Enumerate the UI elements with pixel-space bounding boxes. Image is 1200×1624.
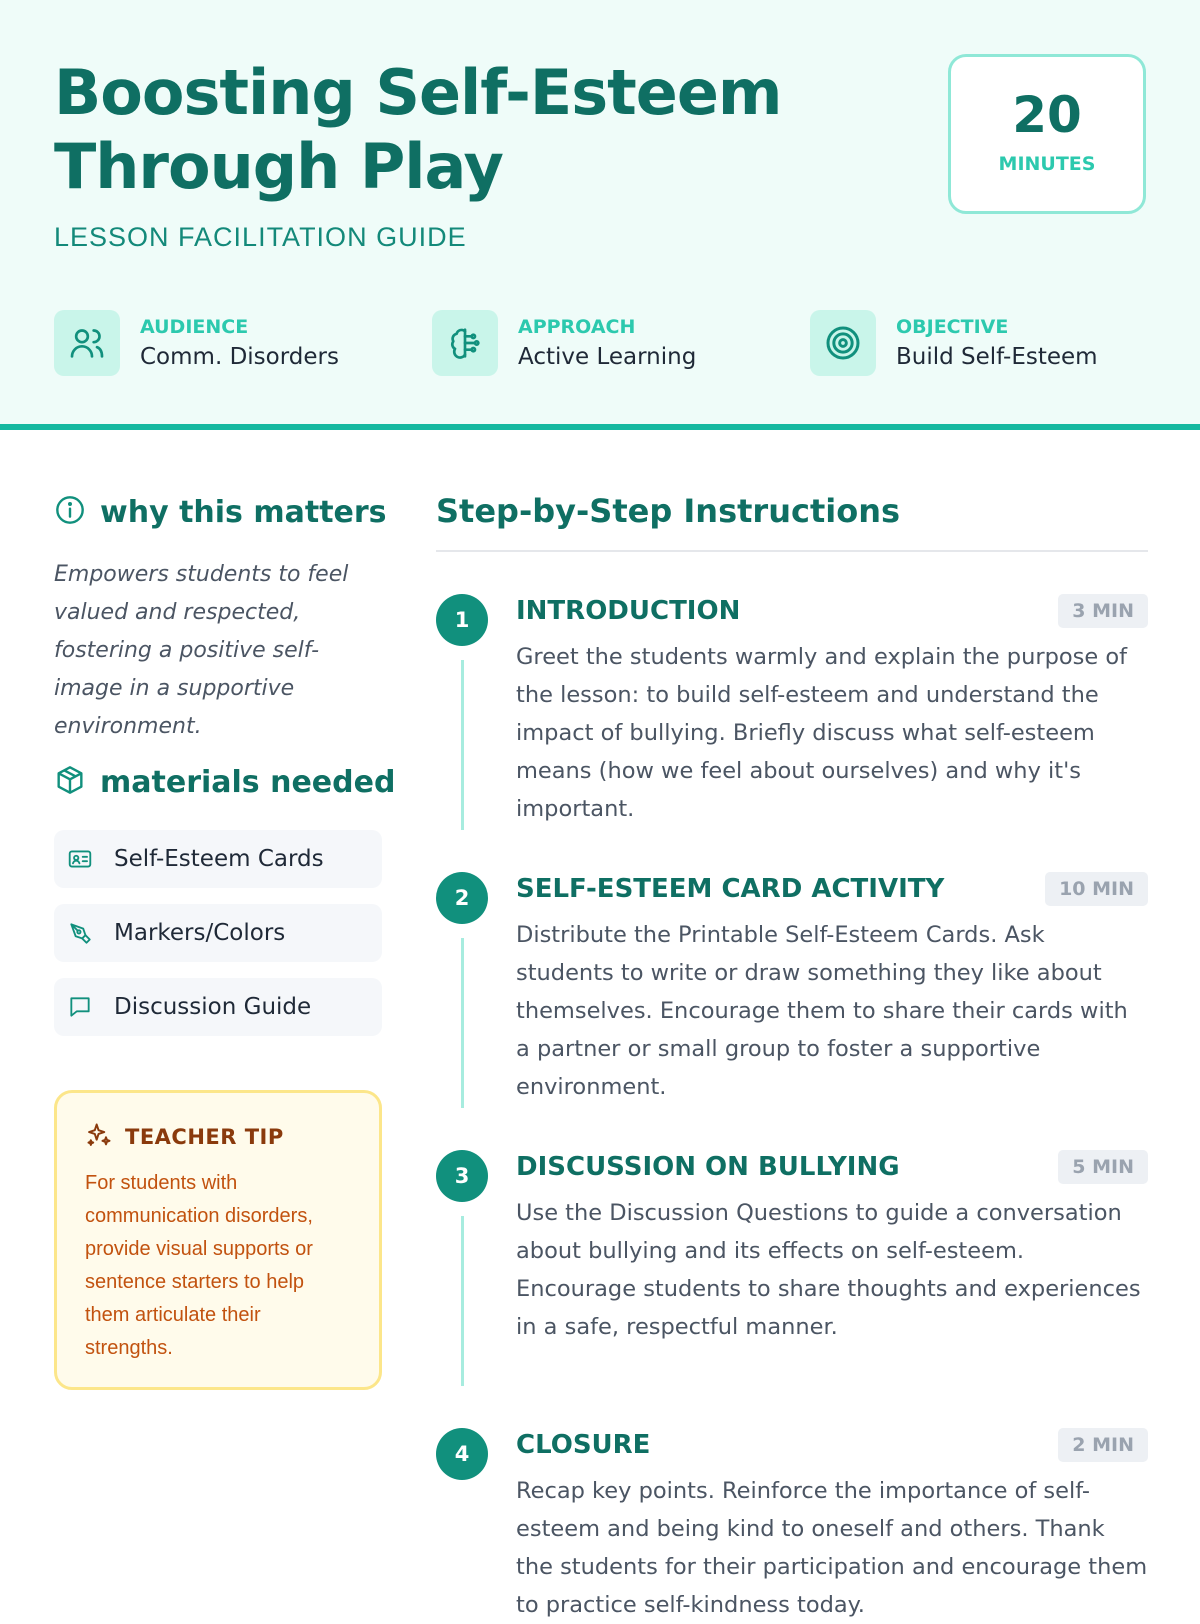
materials-heading — [54, 764, 395, 800]
step-duration-badge: 5 MIN — [1058, 1150, 1148, 1184]
pen-tool-icon — [66, 919, 94, 947]
materials-list — [54, 830, 382, 1052]
step-text: Use the Discussion Questions to guide a conversation about bullying and its effects on self-esteem. Encourage students to share thoughts and experiences in a safe, respectful manner. — [516, 1200, 1141, 1340]
step-title: DISCUSSION ON BULLYING — [516, 1152, 900, 1182]
why-text: Empowers students to feel valued and respected, fostering a positive self-image in a supportive environment. — [54, 562, 349, 739]
duration-unit: MINUTES — [998, 153, 1096, 175]
timeline-connector — [461, 660, 464, 830]
steps-heading: Step-by-Step Instructions — [436, 492, 901, 530]
material-item — [54, 978, 382, 1036]
step-title: INTRODUCTION — [516, 596, 741, 626]
divider — [436, 550, 1148, 552]
tip-title: TEACHER TIP — [125, 1125, 284, 1149]
step-duration-badge: 3 MIN — [1058, 594, 1148, 628]
timeline-connector — [461, 1216, 464, 1386]
step-text: Distribute the Printable Self-Esteem Cards. Ask students to write or draw something they like about themselves. Encourage them to share their cards with a partner or small group to foster a supportive environment. — [516, 922, 1128, 1100]
step-title: SELF-ESTEEM CARD ACTIVITY — [516, 874, 945, 904]
meta-label: OBJECTIVE — [896, 316, 1009, 338]
material-label: Markers/Colors — [114, 920, 286, 946]
tip-header — [85, 1121, 353, 1153]
step-number: 2 — [436, 872, 488, 924]
why-heading — [54, 494, 387, 530]
step-number: 1 — [436, 594, 488, 646]
message-square-icon — [66, 993, 94, 1021]
step-number: 3 — [436, 1150, 488, 1202]
step-text: Recap key points. Reinforce the importance of self-esteem and being kind to oneself and others. Thank the students for their participation and encourage them to practice self-kindness today. — [516, 1478, 1148, 1618]
material-item — [54, 904, 382, 962]
meta-value: Comm. Disorders — [140, 344, 339, 370]
material-label: Self-Esteem Cards — [114, 846, 324, 872]
step-title: CLOSURE — [516, 1430, 651, 1460]
step-duration-badge: 10 MIN — [1045, 872, 1148, 906]
id-card-icon — [66, 845, 94, 873]
step-duration-badge: 2 MIN — [1058, 1428, 1148, 1462]
meta-label: AUDIENCE — [140, 316, 249, 338]
box-icon — [54, 764, 86, 800]
materials-heading-text: materials needed — [100, 764, 396, 800]
timeline-connector — [461, 938, 464, 1108]
meta-label: APPROACH — [518, 316, 636, 338]
brain-icon — [432, 310, 498, 376]
step-number: 4 — [436, 1428, 488, 1480]
lesson-header — [0, 0, 1200, 430]
info-icon — [54, 494, 86, 530]
teacher-tip-card — [54, 1090, 382, 1390]
page-subtitle: LESSON FACILITATION GUIDE — [54, 222, 467, 252]
why-heading-text: why this matters — [100, 494, 387, 530]
meta-value: Active Learning — [518, 344, 697, 370]
duration-value: 20 — [1012, 86, 1082, 144]
users-icon — [54, 310, 120, 376]
sparkles-icon — [85, 1121, 113, 1153]
page-title: Boosting Self-Esteem Through Play — [54, 56, 782, 203]
duration-badge — [948, 54, 1146, 214]
material-item — [54, 830, 382, 888]
tip-text: For students with communication disorders, provide visual supports or sentence starters to help them articulate their strengths. — [85, 1172, 313, 1359]
step-text: Greet the students warmly and explain the purpose of the lesson: to build self-esteem and understand the impact of bullying. Briefly discuss what self-esteem means (how we feel about ourselves) and why it's important. — [516, 644, 1128, 822]
material-label: Discussion Guide — [114, 994, 312, 1020]
target-icon — [810, 310, 876, 376]
meta-value: Build Self-Esteem — [896, 344, 1098, 370]
